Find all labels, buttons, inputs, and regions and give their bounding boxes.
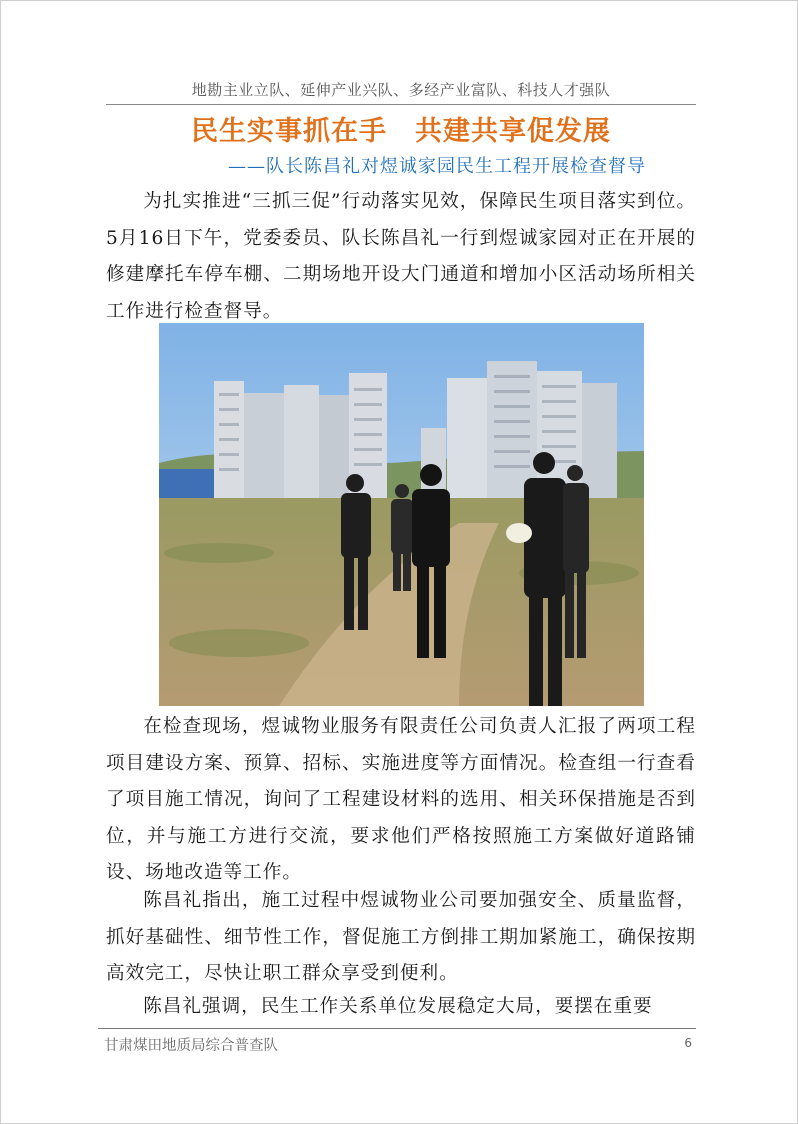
article-title: 民生实事抓在手 共建共享促发展: [191, 116, 611, 147]
paragraph-intro: 为扎实推进“三抓三促”行动落实见效，保障民生项目落实到位。5月16日下午，党委委员、队长陈昌礼一行到煜诚家园对正在开展的修建摩托车停车棚、二期场地开设大门通道和增加小区活动场所相关工作进行检查督导。: [106, 191, 696, 322]
paragraph-instructions: 陈昌礼指出，施工过程中煜诚物业公司要加强安全、质量监督，抓好基础性、细节性工作，督促施工方倒排工期加紧施工，确保按期高效完工，尽快让职工群众享受到便利。: [106, 890, 696, 984]
article-subtitle: ——队长陈昌礼对煜诚家园民生工程开展检查督导: [228, 156, 646, 177]
paragraph-emphasis: 陈昌礼强调，民生工作关系单位发展稳定大局，要摆在重要: [143, 996, 653, 1017]
header-divider: [106, 104, 696, 105]
page-number: 6: [684, 1036, 692, 1050]
header-motto: 地勘主业立队、延伸产业兴队、多经产业富队、科技人才强队: [191, 81, 611, 99]
footer-divider: [98, 1028, 696, 1029]
footer-organization: 甘肃煤田地质局综合普查队: [104, 1038, 278, 1054]
inspection-photo: [159, 323, 644, 706]
paragraph-site-report: 在检查现场，煜诚物业服务有限责任公司负责人汇报了两项工程项目建设方案、预算、招标、实施进度等方面情况。检查组一行查看了项目施工情况，询问了工程建设材料的选用、相关环保措施是否到位，并与施工方进行交流，要求他们严格按照施工方案做好道路铺设、场地改造等工作。: [106, 716, 696, 883]
